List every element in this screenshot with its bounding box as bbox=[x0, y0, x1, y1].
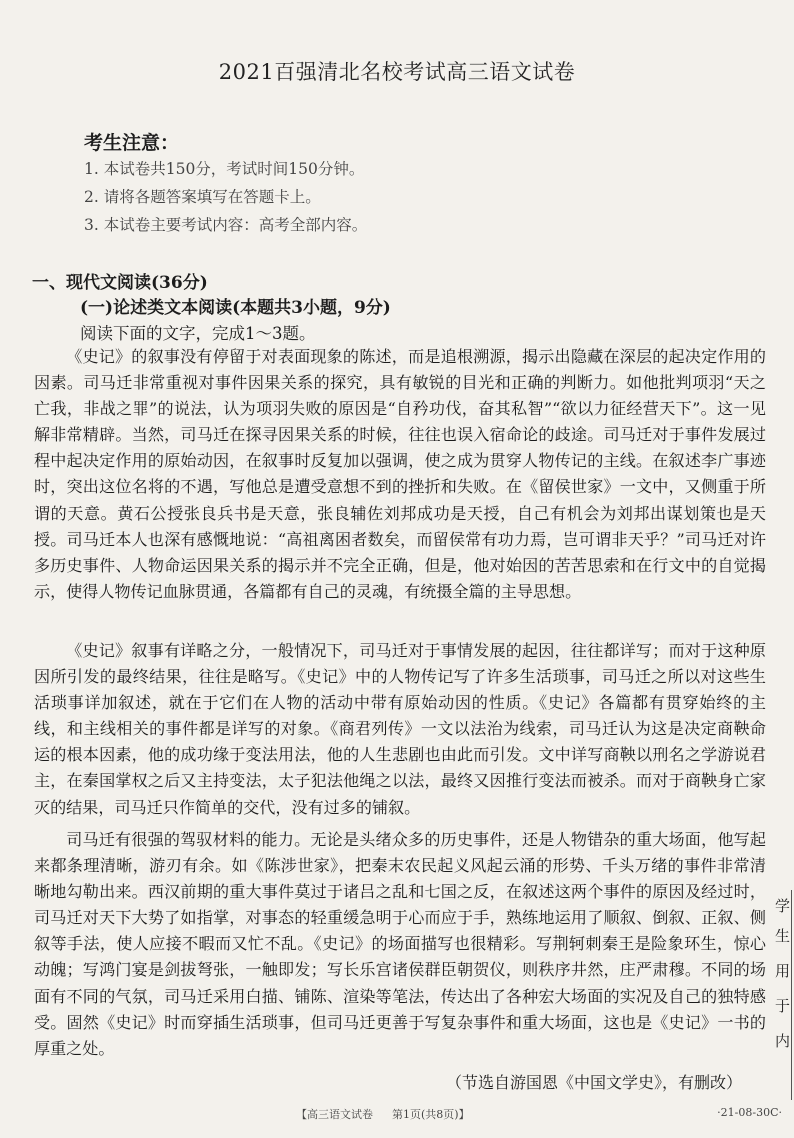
binding-line bbox=[791, 890, 792, 1100]
section-heading: 一、现代文阅读(36分) bbox=[32, 273, 208, 293]
margin-mark-1: 学 bbox=[774, 897, 790, 915]
page-title: 2021百强清北名校考试高三语文试卷 bbox=[218, 60, 576, 84]
subsection-heading: (一)论述类文本阅读(本题共3小题，9分) bbox=[80, 298, 391, 318]
passage-paragraph-1: 《史记》的叙事没有停留于对表面现象的陈述，而是追根溯源，揭示出隐藏在深层的起决定作用的因素。司马迁非常重视对事件因果关系的探究，具有敏锐的目光和正确的判断力。如他批判项羽“天之亡我，非战之罪”的说法，认为项羽失败的原因是“自矜功伐，奋其私智”“欲以力征经营天下”。这一见解非常精辟。当然，司马迁在探寻因果关系的时候，往往也误入宿命论的歧途。司马迁对于事件发展过程中起决定作用的原始动因，在叙事时反复加以强调，使之成为贯穿人物传记的主线。在叙述李广事迹时，突出这位名将的不遇，写他总是遭受意想不到的挫折和失败。在《留侯世家》一文中，又侧重于所谓的天意。黄石公授张良兵书是天意，张良辅佐刘邦成功是天授，自己有机会为刘邦出谋划策也是天授。司马迁本人也深有感慨地说：“高祖离困者数矣，而留侯常有功力焉，岂可谓非天乎？”司马迁对许多历史事件、人物命运因果关系的揭示并不完全正确，但是，他对始因的苦苦思索和在行文中的自觉揭示，使得人物传记血脉贯通，各篇都有自己的灵魂，有统摄全篇的主导思想。 bbox=[34, 347, 766, 601]
passage-source: （节选自游国恩《中国文学史》，有删改） bbox=[445, 1073, 742, 1092]
notice-item-1: 1. 本试卷共150分，考试时间150分钟。 bbox=[84, 160, 365, 178]
passage-paragraph-2: 《史记》叙事有详略之分，一般情况下，司马迁对于事情发展的起因，往往都详写；而对于这种原因所引发的最终结果，往往是略写。《史记》中的人物传记写了许多生活琐事，司马迁之所以对这些生活琐事详加叙述，就在于它们在人物的活动中带有原始动因的性质。《史记》各篇都有贯穿始终的主线，和主线相关的事件都是详写的对象。《商君列传》一文以法治为线索，司马迁认为这是决定商鞅命运的根本因素，他的成功缘于变法用法，他的人生悲剧也由此而引发。文中详写商鞅以刑名之学游说君主，在秦国掌权之后又主持变法，太子犯法他绳之以法，最终又因推行变法而被杀。而对于商鞅身亡家灭的结果，司马迁只作简单的交代，没有过多的铺叙。 bbox=[34, 641, 766, 817]
notice-item-2: 2. 请将各题答案填写在答题卡上。 bbox=[84, 188, 321, 206]
notice-item-3: 3. 本试卷主要考试内容：高考全部内容。 bbox=[84, 216, 368, 234]
margin-mark-2: 生 bbox=[774, 927, 790, 945]
passage-paragraph-3: 司马迁有很强的驾驭材料的能力。无论是头绪众多的历史事件，还是人物错杂的重大场面，他写起来都条理清晰，游刃有余。如《陈涉世家》，把秦末农民起义风起云涌的形势、千头万绪的事件非常清晰地勾勒出来。西汉前期的重大事件莫过于诸吕之乱和七国之反，在叙述这两个事件的原因及经过时，司马迁对天下大势了如指掌，对事态的轻重缓急明于心而应于手，熟练地运用了顺叙、倒叙、正叙、侧叙等手法，使人应接不暇而又忙不乱。《史记》的场面描写也很精彩。写荆轲刺秦王是险象环生，惊心动魄；写鸿门宴是剑拔弩张，一触即发；写长乐宫诸侯群臣朝贺仪，则秩序井然，庄严肃穆。不同的场面有不同的气氛，司马迁采用白描、铺陈、渲染等笔法，传达出了各种宏大场面的实况及自己的独特感受。固然《史记》时而穿插生活琐事，但司马迁更善于写复杂事件和重大场面，这也是《史记》一书的厚重之处。 bbox=[34, 830, 766, 1058]
footer-left: 【高三语文试卷 bbox=[296, 1108, 373, 1121]
margin-mark-4: 于 bbox=[774, 997, 790, 1015]
margin-mark-5: 内 bbox=[774, 1032, 790, 1050]
footer-page-number: 第1页(共8页)】 bbox=[392, 1108, 470, 1121]
margin-mark-3: 用 bbox=[774, 962, 790, 980]
notice-heading: 考生注意： bbox=[84, 132, 180, 154]
footer-code: ·21-08-30C· bbox=[717, 1106, 782, 1119]
reading-instruction: 阅读下面的文字，完成1～3题。 bbox=[80, 324, 316, 343]
